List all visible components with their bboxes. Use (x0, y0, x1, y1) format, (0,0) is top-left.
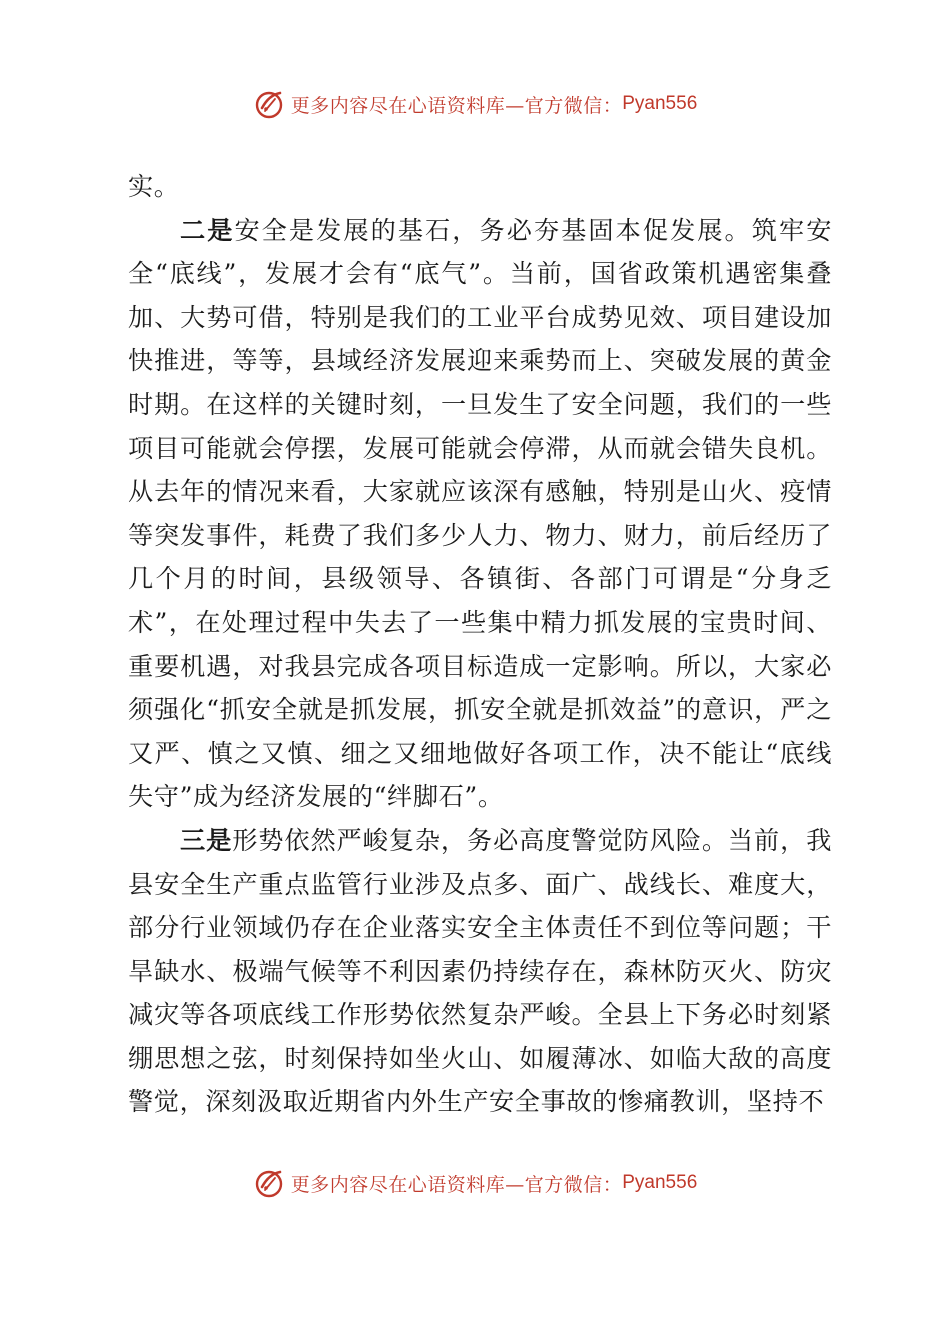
header-watermark (0, 84, 950, 124)
watermark-text: 更多内容尽在心语资料库—官方微信： (290, 1173, 623, 1196)
paragraph-lead: 二是 (180, 215, 235, 245)
paragraph-text: 形势依然严峻复杂，务必高度警觉防风险。当前，我县安全生产重点监管行业涉及点多、面广、战线长、难度大，部分行业领域仍存在企业落实安全主体责任不到位等问题；干旱缺水、极端气候等不利因素仍持续存在，森林防灭火、防灾减灾等各项底线工作形势依然复杂严峻。全县上下务必时刻紧绷思想之弦，时刻保持如坐火山、如履薄冰、如临大敌的高度警觉，深刻汲取近期省内外生产安全事故的惨痛教训，坚持不 (128, 825, 832, 1117)
paragraph-text: 安全是发展的基石，务必夯基固本促发展。筑牢安全“底线”，发展才会有“底气”。当前，国省政策机遇密集叠加、大势可借，特别是我们的工业平台成势见效、项目建设加快推进，等等，县域经济发展迎来乘势而上、突破发展的黄金时期。在这样的关键时刻，一旦发生了安全问题，我们的一些项目可能就会停摆，发展可能就会停滞，从而就会错失良机。从去年的情况来看，大家就应该深有感触，特别是山火、疫情等突发事件，耗费了我们多少人力、物力、财力，前后经历了几个月的时间，县级领导、各镇街、各部门可谓是“分身乏术”，在处理过程中失去了一些集中精力抓发展的宝贵时间、重要机遇，对我县完成各项目标造成一定影响。所以，大家必须强化“抓安全就是抓发展，抓安全就是抓效益”的意识，严之又严、慎之又慎、细之又细地做好各项工作，决不能让“底线失守”成为经济发展的“绊脚石”。 (128, 215, 832, 812)
watermark-wechat-id: Pyan556 (622, 93, 698, 114)
brand-logo-icon (253, 87, 287, 121)
watermark-wechat-id: Pyan556 (622, 1172, 698, 1193)
document-body (128, 165, 832, 1124)
paragraph-continuation (128, 165, 832, 209)
footer-watermark (0, 1163, 950, 1203)
paragraph-text: 实。 (128, 172, 180, 201)
watermark-text: 更多内容尽在心语资料库—官方微信： (290, 94, 623, 117)
paragraph-third-point (128, 819, 832, 1124)
paragraph-second-point (128, 209, 832, 819)
paragraph-lead: 三是 (180, 825, 233, 855)
brand-logo-icon (253, 1166, 287, 1200)
